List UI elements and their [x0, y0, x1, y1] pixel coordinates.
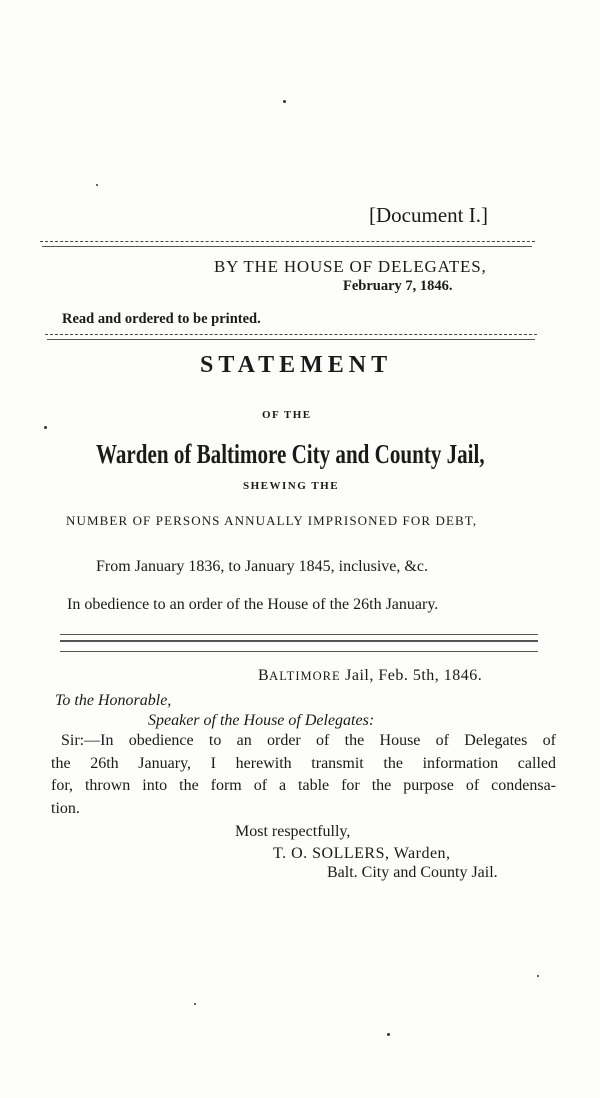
by-house-line: BY THE HOUSE OF DELEGATES, — [214, 257, 487, 276]
divider-top — [40, 241, 535, 242]
order-date: February 7, 1846. — [343, 278, 453, 294]
dateline-month: Feb. — [378, 667, 409, 684]
dateline-day: 5th, — [412, 667, 440, 684]
paper-speck — [44, 426, 47, 429]
body-line: Sir:—In obedience to an order of the House of Delegates of — [61, 732, 556, 749]
letter-dateline — [258, 667, 482, 685]
dateline-year: 1846. — [443, 667, 483, 684]
letter-body — [51, 730, 556, 820]
paper-speck — [387, 1033, 390, 1036]
divider-middle — [45, 334, 537, 335]
body-line: for, thrown into the form of a table for the purpose of condensa- — [51, 777, 556, 794]
closing: Most respectfully, — [235, 823, 351, 840]
signer-title: Balt. City and County Jail. — [327, 864, 498, 881]
paper-speck — [96, 184, 98, 186]
body-line: the 26th January, I herewith transmit the information called — [51, 754, 556, 772]
paper-speck — [283, 100, 286, 103]
paper-speck — [194, 1003, 196, 1005]
divider-top-secondary — [42, 246, 532, 247]
order-note: Read and ordered to be printed. — [62, 311, 261, 327]
double-rule-lower — [60, 640, 538, 642]
subject-line: NUMBER OF PERSONS ANNUALLY IMPRISONED FOR DEBT, — [66, 513, 478, 528]
double-rule-bottom — [60, 651, 538, 652]
document-reference: [Document I.] — [369, 203, 488, 227]
paper-speck — [537, 975, 539, 977]
body-line: tion. — [51, 799, 80, 817]
salutation-line-2: Speaker of the House of Delegates: — [148, 712, 375, 729]
dateline-place: BALTIMORE — [258, 667, 341, 684]
period-line: From January 1836, to January 1845, inclusive, &c. — [96, 558, 428, 575]
statement-heading: STATEMENT — [200, 352, 393, 378]
of-the-label: OF THE — [262, 409, 312, 421]
authority-line: In obedience to an order of the House of the 26th January. — [67, 596, 439, 613]
shewing-label: SHEWING THE — [243, 480, 340, 492]
dateline-jail: Jail, — [345, 667, 374, 684]
double-rule-upper — [60, 634, 538, 635]
divider-middle-secondary — [47, 339, 535, 340]
signer-name: T. O. SOLLERS, Warden, — [273, 845, 451, 862]
salutation-line-1: To the Honorable, — [55, 692, 172, 709]
institution-title: Warden of Baltimore City and County Jail, — [96, 439, 485, 469]
